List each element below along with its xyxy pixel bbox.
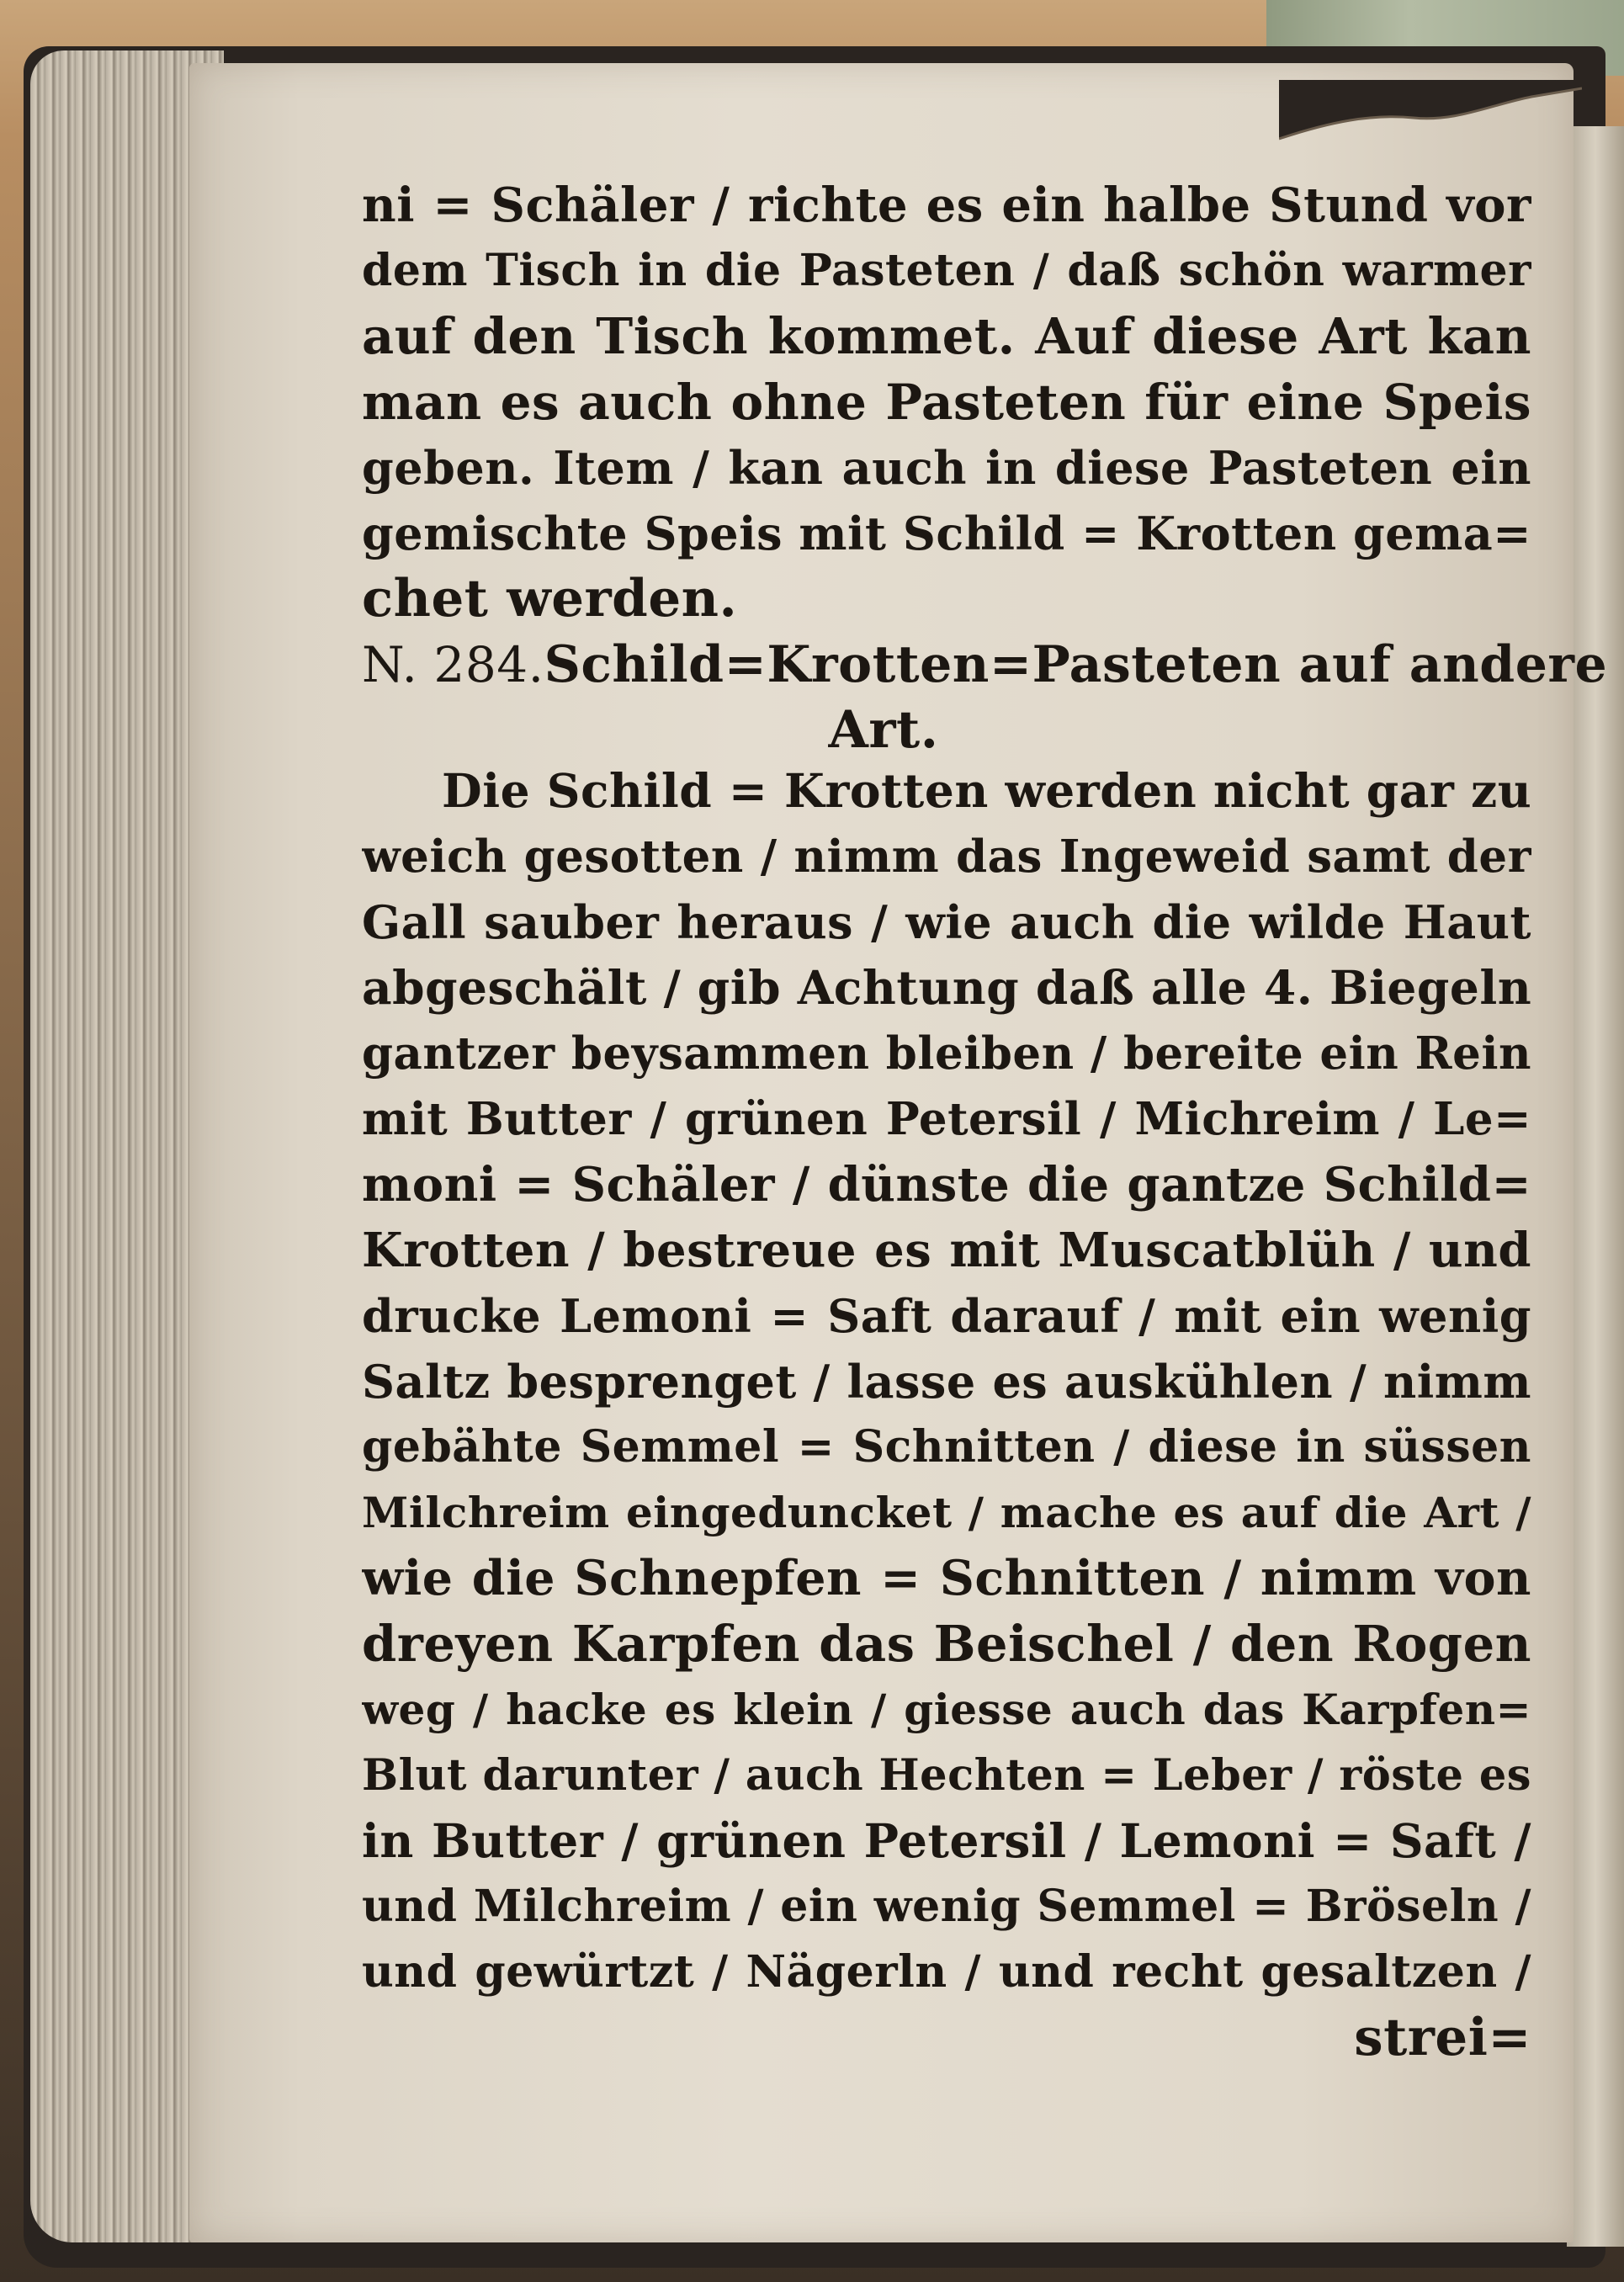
text-line: gantzer beysammen bleiben / bereite ein Rein	[362, 1027, 1531, 1080]
text-line: drucke Lemoni = Saft darauf / mit ein wenig	[362, 1289, 1531, 1343]
recipe-title: Schild=Krotten=Pasteten auf andere	[544, 635, 1608, 694]
text-line: in Butter / grünen Petersil / Lemoni = Saft /	[362, 1813, 1531, 1868]
page-text	[362, 172, 1608, 2071]
text-line: ni = Schäler / richte es ein halbe Stund vor	[362, 178, 1531, 233]
page-curl-edge	[1279, 80, 1582, 172]
text-line: Die Schild = Krotten werden nicht gar zu	[442, 763, 1531, 818]
text-line: Saltz besprenget / lasse es auskühlen / nimm	[362, 1355, 1531, 1409]
text-line: geben. Item / kan auch in diese Pasteten ein	[362, 441, 1531, 495]
text-line: dreyen Karpfen das Beischel / den Rogen	[362, 1615, 1531, 1673]
recipe-title-continuation: Art.	[828, 700, 939, 760]
text-line: weich gesotten / nimm das Ingeweid samt der	[362, 831, 1531, 883]
facing-leaf	[1567, 126, 1624, 2247]
text-line: Blut darunter / auch Hechten = Leber / röste es	[362, 1750, 1531, 1801]
text-line: gemischte Speis mit Schild = Krotten gema=	[362, 507, 1531, 560]
text-line: Milchreim eingeduncket / mache es auf die Art /	[362, 1488, 1531, 1537]
catchword: strei=	[1354, 2008, 1531, 2067]
text-line: Gall sauber heraus / wie auch die wilde Haut	[362, 895, 1531, 949]
text-line: weg / hacke es klein / giesse auch das Karpfen=	[362, 1685, 1531, 1734]
text-line: man es auch ohne Pasteten für eine Speis	[362, 374, 1531, 431]
text-line: moni = Schäler / dünste die gantze Schild=	[362, 1157, 1531, 1213]
text-line: mit Butter / grünen Petersil / Michreim / Le=	[362, 1093, 1531, 1145]
text-line: auf den Tisch kommet. Auf diese Art kan	[362, 307, 1531, 365]
text-line: chet werden.	[362, 569, 738, 629]
text-line: gebähte Semmel = Schnitten / diese in süssen	[362, 1421, 1531, 1473]
text-line: Krotten / bestreue es mit Muscatblüh / und	[362, 1223, 1531, 1278]
recipe-heading	[362, 632, 1608, 698]
text-line: abgeschält / gib Achtung daß alle 4. Biegeln	[362, 960, 1531, 1015]
text-line: und gewürtzt / Nägerln / und recht gesaltzen /	[362, 1946, 1531, 1998]
recipe-number: N. 284.	[362, 636, 544, 693]
text-line: dem Tisch in die Pasteten / daß schön warmer	[362, 245, 1531, 296]
text-line: und Milchreim / ein wenig Semmel = Bröseln /	[362, 1881, 1531, 1932]
text-line: wie die Schnepfen = Schnitten / nimm von	[362, 1550, 1531, 1606]
